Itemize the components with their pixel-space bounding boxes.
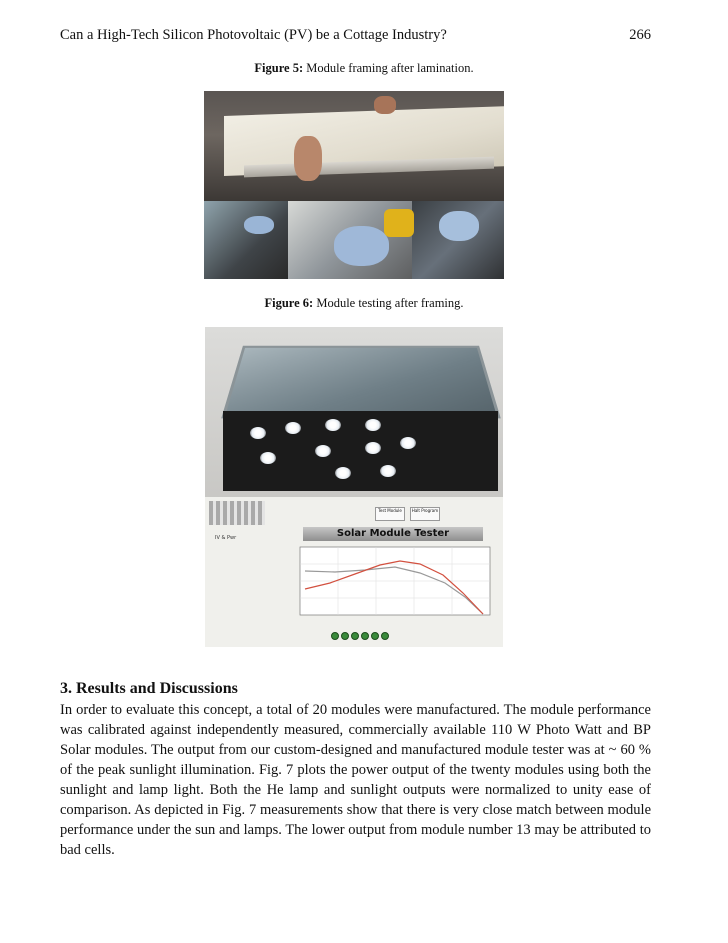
figure-5-label: Figure 5: <box>254 61 304 75</box>
gloved-hand <box>244 216 274 234</box>
lamp <box>315 445 331 457</box>
lamp-rack <box>223 411 498 491</box>
iv-curve-plot <box>205 497 503 647</box>
section-heading: 3. Results and Discussions <box>60 680 238 697</box>
figure-6-caption-text: Module testing after framing. <box>313 296 464 310</box>
lamp <box>335 467 351 479</box>
drill <box>384 209 414 237</box>
lamp <box>260 452 276 464</box>
figure-5-photo <box>204 91 504 279</box>
page-header <box>60 27 651 44</box>
figure-5-caption <box>0 61 728 76</box>
iv-label: IV & Pwr <box>215 535 237 541</box>
status-led <box>381 632 389 640</box>
gloved-hand <box>439 211 479 241</box>
lamp <box>400 437 416 449</box>
tester-software-screen <box>205 497 503 647</box>
figure-6-caption <box>0 296 728 311</box>
status-leds <box>331 632 389 640</box>
page-number: 266 <box>629 27 651 43</box>
lamp <box>365 442 381 454</box>
solar-module-under-test <box>221 346 501 419</box>
status-led <box>341 632 349 640</box>
figure-6-label: Figure 6: <box>264 296 314 310</box>
status-led <box>351 632 359 640</box>
status-led <box>361 632 369 640</box>
tester-title: Solar Module Tester <box>303 527 483 541</box>
status-led <box>371 632 379 640</box>
halt-program-button: Halt Program <box>410 507 440 521</box>
section-paragraph: In order to evaluate this concept, a total of 20 modules were manufactured. The module performance was calibrated against independently measured, commercially available 110 W Photo Watt and BP Solar modules. The output from our custom-designed and manufactured module tester was at ~ 60 % of the peak sunlight illumination. Fig. 7 plots the power output of the twenty modules using both the sunlight and lamp light. Both the He lamp and sunlight outputs were normalized to unity ease of comparison. As depicted in Fig. 7 measurements show that there is very close match between module performance under the sun and lamps. The lower output from module number 13 may be attributed to bad cells. <box>60 702 651 858</box>
lamp <box>365 419 381 431</box>
figure-6-photo <box>205 327 503 647</box>
hand <box>294 136 322 181</box>
lamp <box>250 427 266 439</box>
lamp <box>325 419 341 431</box>
lamp <box>285 422 301 434</box>
hand <box>374 96 396 114</box>
status-led <box>331 632 339 640</box>
lamp <box>380 465 396 477</box>
figure-5-caption-text: Module framing after lamination. <box>303 61 474 75</box>
gloved-hand <box>334 226 389 266</box>
framing-detail-left <box>204 201 288 279</box>
test-module-button: Test Module <box>375 507 405 521</box>
running-title: Can a High-Tech Silicon Photovoltaic (PV) be a Cottage Industry? <box>60 27 447 43</box>
